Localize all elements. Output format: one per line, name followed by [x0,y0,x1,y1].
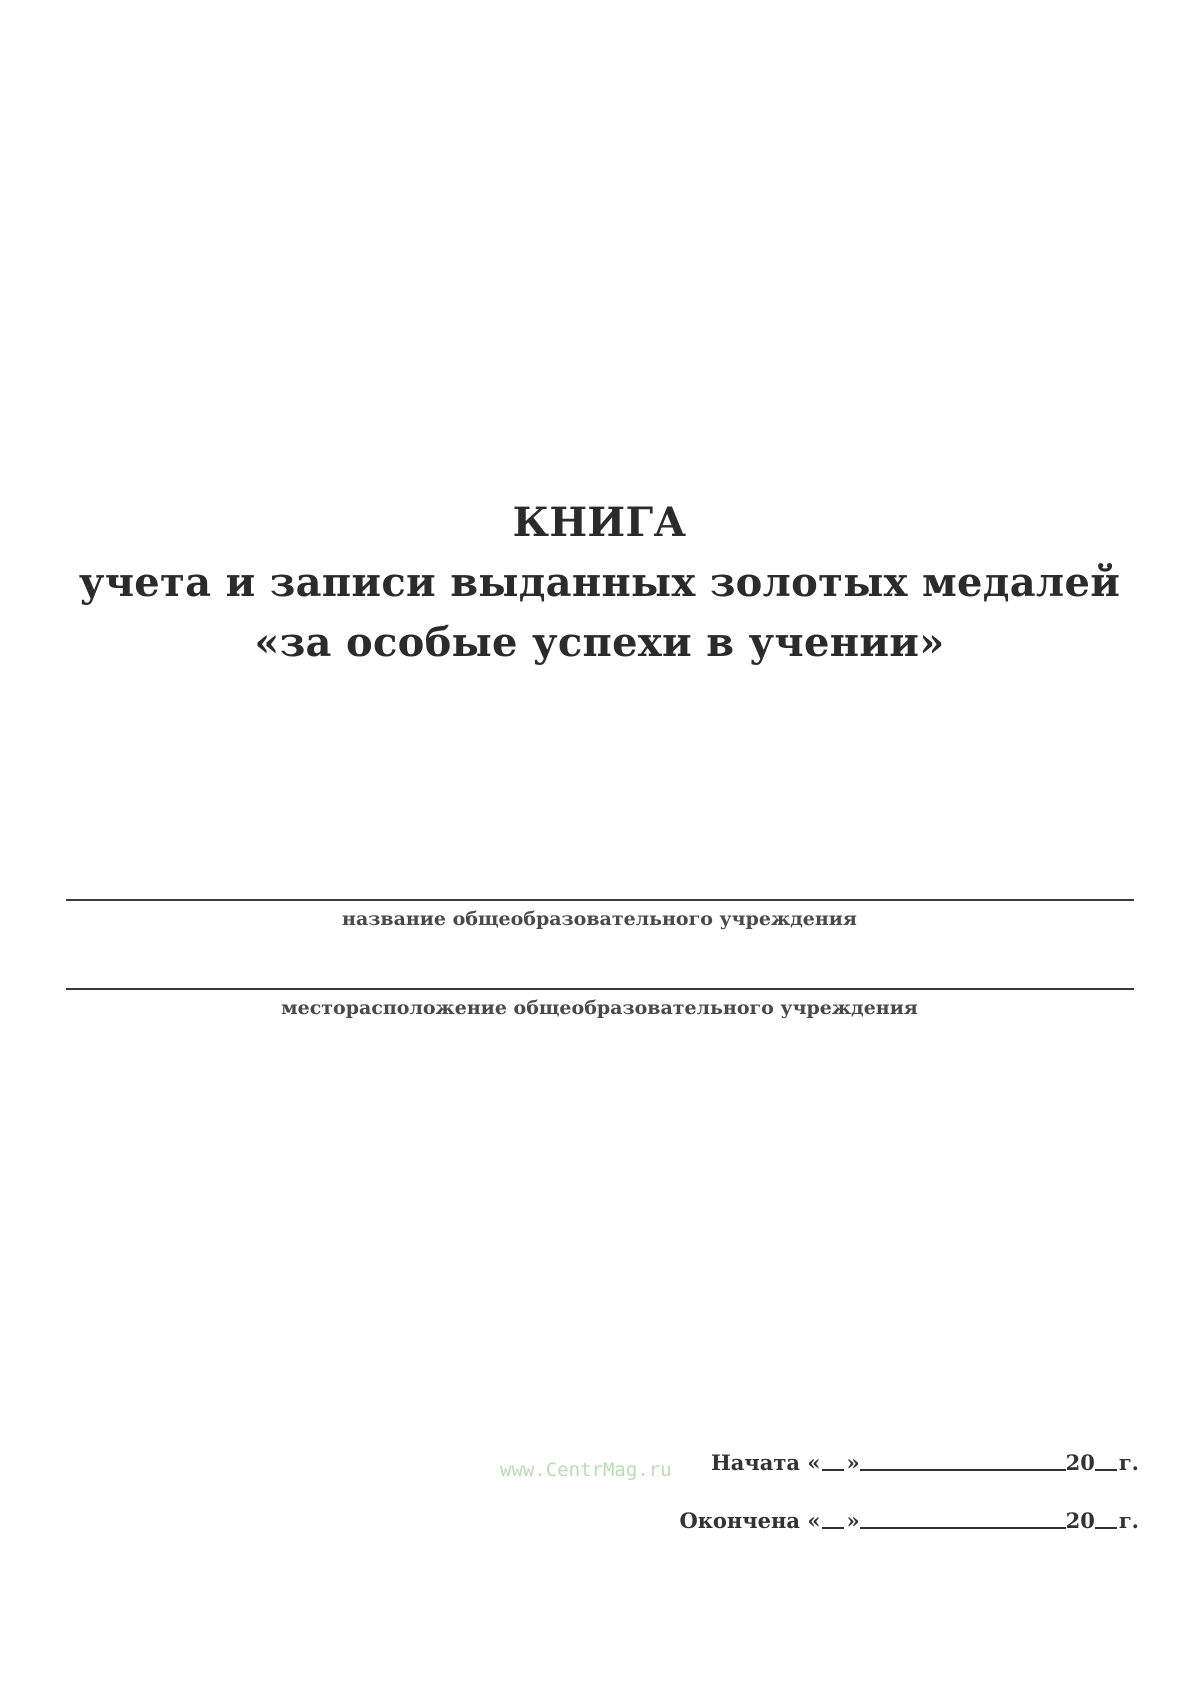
institution-location-caption: месторасположение общеобразовательного учреждения [281,997,918,1019]
end-month-blank [860,1527,1066,1529]
watermark: www.CentrMag.ru [500,1459,672,1481]
end-day-blank [822,1527,844,1529]
start-year-blank [1095,1469,1117,1471]
start-date-label: Начата « [710,1450,821,1475]
end-date-row [679,1508,1139,1533]
start-quote-close: » [846,1450,860,1475]
document-title [0,493,1199,673]
start-day-blank [822,1469,844,1471]
title-line-3: «за особые успехи в учении» [254,619,945,666]
end-year-prefix: 20 [1065,1508,1095,1533]
institution-name-caption: название общеобразовательного учреждения [342,908,857,930]
start-date-row [711,1450,1139,1475]
end-year-suffix: г. [1118,1508,1139,1533]
institution-location-line [66,988,1134,990]
institution-name-line [66,899,1134,901]
start-month-blank [860,1469,1066,1471]
start-year-prefix: 20 [1065,1450,1095,1475]
title-line-2: учета и записи выданных золотых медалей [78,559,1121,606]
start-year-suffix: г. [1118,1450,1139,1475]
end-year-blank [1095,1527,1117,1529]
end-date-label: Окончена « [679,1508,821,1533]
title-line-1: КНИГА [512,499,687,546]
end-quote-close: » [846,1508,860,1533]
